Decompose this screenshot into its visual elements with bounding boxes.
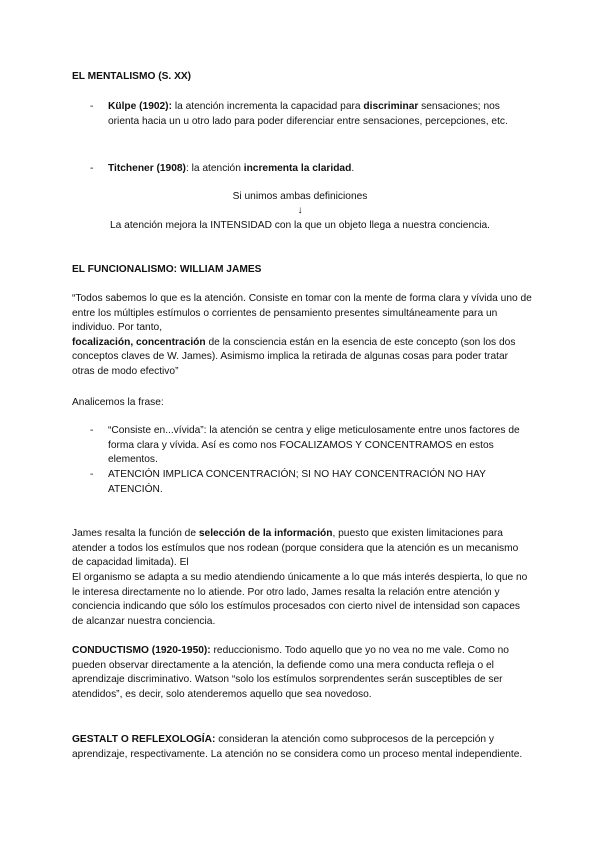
quote-concentracion: concentración bbox=[135, 336, 206, 348]
conductismo-text: reduccionismo. Todo aquello que yo no vea no me vale. Como no pueden observar directamente a la atención, la defiende como una mera conducta refleja o el aprendizaje discriminativo. Watson “solo los estímulos sorprendentes serán susceptibles de ser atendidos”, es decir, solo atenderemos aquello que sea novedoso. bbox=[72, 645, 509, 700]
kulpe-bold: discriminar bbox=[363, 101, 419, 112]
kulpe-post: sensaciones; nos orienta hacia un u otro lado para poder diferenciar entre sensaciones, percepciones, etc. bbox=[108, 101, 508, 127]
consiste-text: “Consiste en...vívida”: la atención se centra y elige meticulosamente entre unos factores de forma clara y vívida. Así es como nos FOCALIZAMOS Y CONCENTRAMOS en estos elementos. bbox=[108, 425, 520, 466]
list-dash: - bbox=[90, 425, 94, 436]
gestalt-text: consideran la atención como subprocesos de la percepción y aprendizaje, respectivamente. La atención no se considera como un proceso mental independiente. bbox=[72, 734, 523, 760]
quote-comma: , bbox=[130, 336, 136, 348]
analyze-label: Analicemos la frase: bbox=[72, 397, 164, 408]
james-paragraph bbox=[72, 527, 532, 571]
heading-funcionalismo: EL FUNCIONALISMO: WILLIAM JAMES bbox=[72, 264, 262, 275]
para-bold: selección de la información bbox=[198, 528, 333, 539]
titchener-text bbox=[108, 162, 530, 177]
quote-focalizacion: focalización bbox=[72, 336, 131, 348]
kulpe-text bbox=[108, 100, 530, 129]
james-quote bbox=[72, 292, 532, 380]
kulpe-name: Külpe (1902): bbox=[108, 101, 172, 112]
organism-paragraph: El organismo se adapta a su medio atendiendo únicamente a lo que más interés despierta, lo que no le interesa directamente no lo atiende. Por otro lado, James resalta la relación entre atención y conciencia indicando que sólo los estímulos procesados con cierto nivel de intensidad son capaces de alcanzar nuestra conciencia. bbox=[72, 572, 528, 627]
heading-mentalismo: EL MENTALISMO (S. XX) bbox=[72, 71, 192, 82]
center-line-1: Si unimos ambas definiciones bbox=[232, 191, 368, 202]
quote-part-b: de la consciencia están en la esencia de este concepto (son los dos conceptos claves de W. James). Asimismo implica la retirada de algunas cosas para poder tratar otras de modo efectivo” bbox=[72, 336, 516, 377]
titchener-pre: : la atención bbox=[185, 163, 244, 174]
list-dash: - bbox=[90, 469, 94, 480]
list-dash: - bbox=[90, 101, 94, 112]
center-line-2: La atención mejora la INTENSIDAD con la que un objeto llega a nuestra conciencia. bbox=[110, 220, 490, 231]
titchener-post: . bbox=[351, 163, 355, 174]
titchener-bold: incrementa la claridad bbox=[243, 163, 352, 174]
gestalt-paragraph bbox=[72, 733, 532, 762]
quote-part-a: “Todos sabemos lo que es la atención. Consiste en tomar con la mente de forma clara y vívida uno de entre los múltiples estímulos o corrientes de pensamiento presentes simultáneamente para un individuo. Por tanto, bbox=[72, 293, 532, 334]
heading-conductismo: CONDUCTISMO (1920-1950): bbox=[72, 645, 211, 656]
list-dash: - bbox=[90, 163, 94, 174]
atencion-text: ATENCIÓN IMPLICA CONCENTRACIÓN; SI NO HAY CONCENTRACIÓN NO HAY ATENCIÓN. bbox=[108, 469, 486, 495]
conductismo-paragraph bbox=[72, 644, 532, 702]
heading-gestalt: GESTALT O REFLEXOLOGÍA: bbox=[72, 734, 216, 745]
kulpe-pre: la atención incrementa la capacidad para bbox=[171, 101, 364, 112]
para-pre: James resalta la función de bbox=[72, 528, 199, 539]
arrow-down-icon: ↓ bbox=[297, 205, 303, 216]
para-post: , puesto que existen limitaciones para atender a todos los estímulos que nos rodean (porque considera que la atención es un mecanismo de capacidad limitada). El bbox=[72, 528, 519, 569]
titchener-name: Titchener (1908) bbox=[108, 163, 186, 174]
